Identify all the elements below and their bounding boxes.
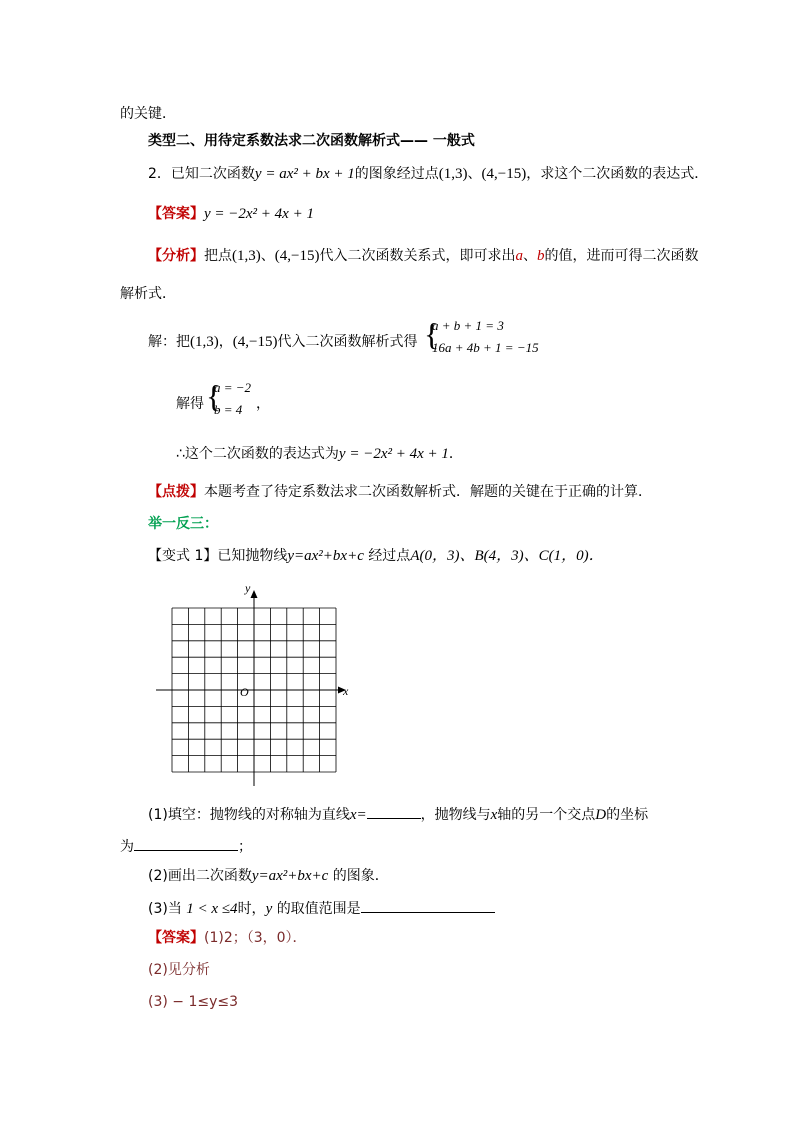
answer-2: (2)见分析: [148, 962, 210, 978]
analysis-tag: 【分析】: [148, 248, 204, 264]
x-axis-label: x: [343, 684, 349, 698]
analysis-var-b: b: [536, 248, 545, 264]
problem-prefix: 2．已知二次函数: [148, 166, 255, 182]
analysis-text2: 代入二次函数关系式，即可求出: [319, 248, 516, 264]
solution-point2: (4,−15): [232, 334, 278, 350]
q1-text-f: ；: [238, 839, 252, 855]
solution-point1: (1,3): [190, 334, 219, 350]
variant-points: A(0，3)、B(4，3)、C(1，0)．: [410, 548, 604, 564]
q1-text-e: 为: [120, 839, 134, 855]
answer-line: [148, 204, 314, 224]
q3-y: y: [265, 901, 273, 917]
solution-result-b: b = 4: [214, 402, 243, 417]
analysis-var-a: a: [515, 248, 523, 264]
solution-brace: {: [206, 378, 222, 414]
problem-statement: [148, 164, 708, 184]
q1-D: D: [595, 807, 607, 823]
question-1-cont: [120, 836, 252, 857]
q1-x: x: [490, 807, 498, 823]
y-axis-label: y: [245, 581, 251, 595]
q1-blank-axis[interactable]: [367, 804, 421, 819]
q2-text-a: (2)画出二次函数: [148, 868, 252, 884]
analysis-line: [148, 246, 698, 266]
tip-line: [148, 482, 652, 502]
q2-formula: y=ax²+bx+c: [251, 868, 329, 884]
section-title: 类型二、用待定系数法求二次函数解析式—— 一般式: [148, 133, 475, 149]
intro-tail: 的关键．: [120, 106, 176, 122]
answer-formula: y = −2x² + 4x + 1: [204, 206, 314, 222]
q1-text-b: ，抛物线与: [420, 807, 491, 823]
analysis-dun: 、: [522, 248, 537, 264]
analysis-sep: 、: [260, 248, 275, 264]
variant-formula: y=ax²+bx+c: [287, 548, 364, 564]
solution-text: 代入二次函数解析式得: [277, 334, 418, 350]
analysis-point2: (4,−15): [274, 248, 320, 264]
q2-text-b: 的图象．: [332, 868, 389, 884]
problem-sep: 、: [467, 166, 482, 182]
analysis-text4: 解析式．: [120, 286, 176, 302]
solution-line: [148, 332, 417, 352]
equation-2: 16a + 4b + 1 = −15: [432, 340, 539, 355]
origin-label: O: [240, 685, 249, 699]
q1-blank-point[interactable]: [134, 836, 238, 851]
problem-mid: 的图象经过点: [354, 166, 439, 182]
q3-condition: 1 < x ≤4: [186, 901, 238, 917]
equation-system: [424, 314, 564, 360]
answers-tag: 【答案】: [148, 930, 204, 946]
problem-suffix: ，求这个二次函数的表达式．: [526, 166, 709, 182]
solution-result-a: a = −2: [214, 380, 252, 395]
tip-tag: 【点拨】: [148, 484, 204, 500]
question-3: [148, 898, 495, 919]
y-axis-arrow-icon: [251, 590, 258, 598]
q1-text-c: 轴的另一个交点: [497, 807, 596, 823]
q3-blank-range[interactable]: [361, 898, 495, 913]
analysis-text1: 把点: [204, 248, 232, 264]
q1-text-a: (1)填空：抛物线的对称轴为直线: [148, 807, 350, 823]
conclusion-period: ．: [448, 446, 463, 462]
q3-text-a: (3)当: [148, 901, 182, 917]
conclusion-text: ∴这个二次函数的表达式为: [176, 446, 339, 462]
q1-var: x=: [349, 807, 367, 823]
solve-label: 解得: [176, 396, 204, 412]
answer-1: (1)2；（3，0）．: [204, 930, 307, 946]
conclusion-line: [176, 444, 463, 464]
variant-text2: 经过点: [368, 548, 411, 564]
answer-3: (3) − 1≤y≤3: [148, 994, 239, 1010]
question-2: [148, 866, 389, 886]
equation-brace: {: [424, 316, 440, 352]
answer-tag: 【答案】: [148, 206, 204, 222]
problem-formula: y = ax² + bx + 1: [254, 166, 355, 182]
coordinate-grid: [150, 580, 360, 790]
analysis-text3: 的值，进而可得二次函数: [544, 248, 699, 264]
tip-text: 本题考查了待定系数法求二次函数解析式．解题的关键在于正确的计算．: [204, 484, 652, 500]
conclusion-formula: y = −2x² + 4x + 1: [338, 446, 449, 462]
analysis-point1: (1,3): [232, 248, 261, 264]
q1-text-d: 的坐标: [606, 807, 649, 823]
variant-text: 已知抛物线: [217, 548, 288, 564]
q3-text-c: 的取值范围是: [276, 901, 361, 917]
equation-1: a + b + 1 = 3: [432, 318, 504, 333]
answers-line-1: [148, 928, 307, 948]
problem-point2: (4,−15): [481, 166, 527, 182]
q3-text-b: 时，: [237, 901, 266, 917]
problem-point1: (1,3): [438, 166, 468, 182]
question-1: [148, 804, 648, 825]
practice-heading: 举一反三：: [148, 516, 218, 532]
variant-tag: 【变式 1】: [148, 548, 218, 564]
solution-result-tail: ，: [256, 396, 270, 412]
solution-prefix: 解：把: [148, 334, 190, 350]
solution-comma: ，: [218, 334, 233, 350]
variant-line: [148, 546, 604, 566]
